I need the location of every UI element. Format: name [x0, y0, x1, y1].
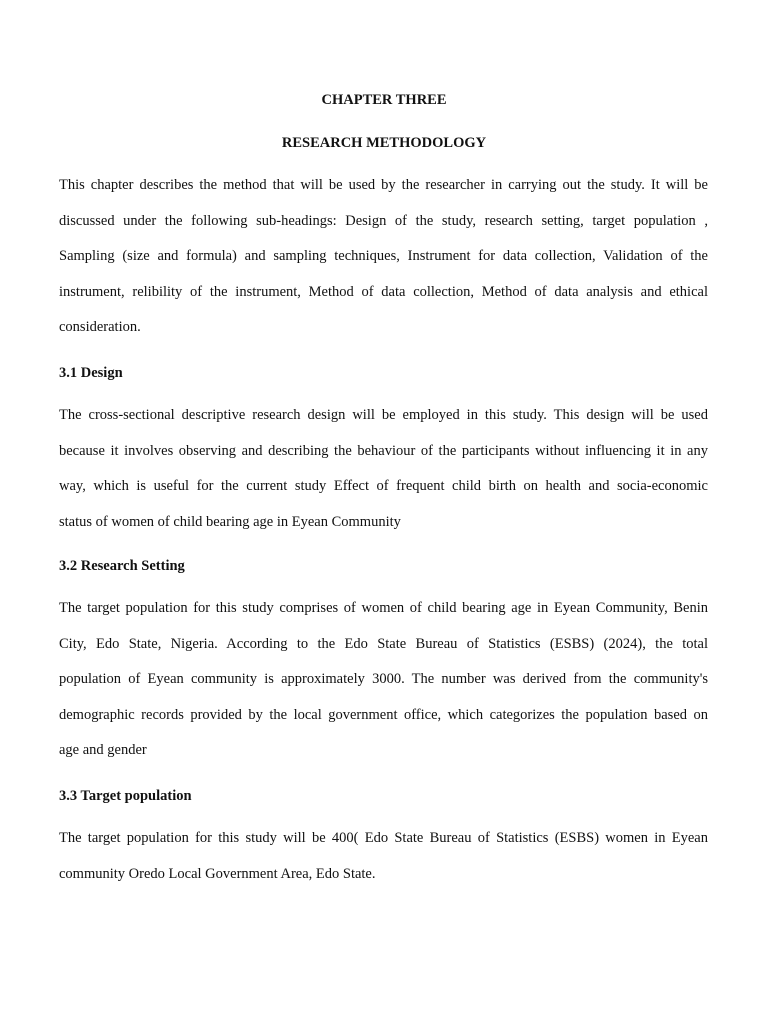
section-heading-research-setting: 3.2 Research Setting: [59, 558, 185, 574]
paragraph-line: status of women of child bearing age in Eyean Community: [59, 513, 401, 530]
section-paragraph-research-setting: [59, 591, 708, 769]
chapter-title: CHAPTER THREE: [321, 92, 447, 108]
paragraph-line: City, Edo State, Nigeria. According to the Edo State Bureau of Statistics (ESBS) (2024), the total: [59, 635, 708, 652]
intro-line: instrument, relibility of the instrument, Method of data collection, Method of data analysis and ethical: [59, 283, 708, 300]
paragraph-line: population of Eyean community is approximately 3000. The number was derived from the community's: [59, 671, 708, 687]
chapter-subtitle: RESEARCH METHODOLOGY: [281, 135, 487, 151]
paragraph-line: The target population for this study comprises of women of child bearing age in Eyean Community, Benin: [59, 600, 708, 616]
section-paragraph-target-population: [59, 821, 708, 892]
intro-paragraph: [59, 168, 708, 346]
section-paragraph-design: [59, 398, 708, 540]
intro-line: consideration.: [59, 319, 141, 335]
paragraph-line: because it involves observing and describing the behaviour of the participants without influencing it in any: [59, 442, 708, 459]
paragraph-line: The target population for this study will be 400( Edo State Bureau of Statistics (ESBS) women in Eyean: [59, 830, 708, 846]
section-heading-design: 3.1 Design: [59, 365, 123, 381]
section-heading-target-population: 3.3 Target population: [59, 788, 192, 804]
paragraph-line: way, which is useful for the current study Effect of frequent child birth on health and socia-economic: [59, 478, 708, 494]
intro-line: This chapter describes the method that will be used by the researcher in carrying out the study. It will be: [59, 177, 708, 193]
paragraph-line: community Oredo Local Government Area, Edo State.: [59, 865, 376, 882]
intro-line: discussed under the following sub-headings: Design of the study, research setting, target population ,: [59, 212, 708, 229]
paragraph-line: age and gender: [59, 742, 147, 758]
paragraph-line: demographic records provided by the local government office, which categorizes the population based on: [59, 706, 708, 723]
paragraph-line: The cross-sectional descriptive research design will be employed in this study. This design will be used: [59, 407, 708, 423]
intro-line: Sampling (size and formula) and sampling techniques, Instrument for data collection, Validation of the: [59, 248, 708, 264]
